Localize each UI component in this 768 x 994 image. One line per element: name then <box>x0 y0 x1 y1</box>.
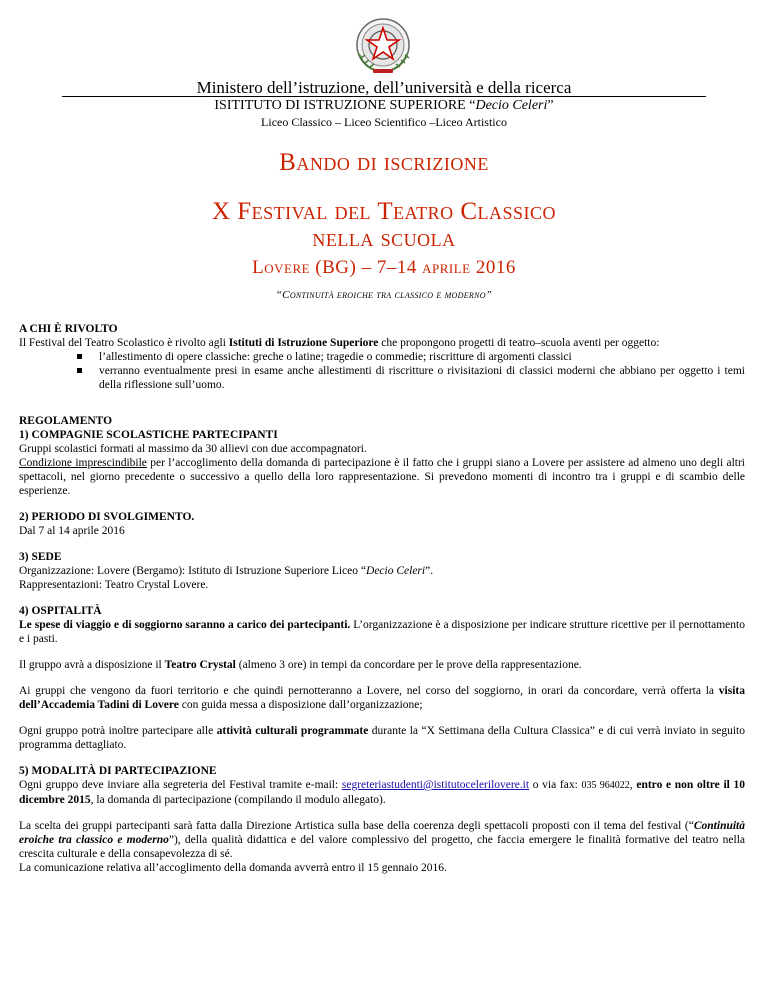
title-festival-line2: nella scuola <box>312 225 456 252</box>
italian-republic-emblem-icon <box>351 14 415 78</box>
title-bando: Bando di iscrizione <box>279 149 489 176</box>
ministry-name: Ministero dell’istruzione, dell’università e della ricerca <box>196 78 572 97</box>
paragraph-modalita-3: La comunicazione relativa all’accoglimento della domanda avverrà entro il 15 gennaio 2016. <box>19 862 447 874</box>
list-item: verranno eventualmente presi in esame anche allestimenti di riscritture o rivisitazioni di classici moderni che abbiano per oggetto i temi della riflessione sull’uomo. <box>85 364 745 392</box>
paragraph-sede-2: Rappresentazioni: Teatro Crystal Lovere. <box>19 579 209 591</box>
paragraph-ospitalita-3: Ai gruppi che vengono da fuori territorio e che quindi pernotteranno a Lovere, nel corso del soggiorno, in orari da concordare, verrà offerta la visita dell’Accademia Tadini di Lovere con guida messa a disposizione dall’organizzazione; <box>19 685 745 711</box>
document-body <box>19 322 745 875</box>
section-heading-chi: A CHI È RIVOLTO <box>19 323 118 335</box>
section-heading-sede: 3) SEDE <box>19 551 62 563</box>
title-place-date: Lovere (BG) – 7–14 aprile 2016 <box>252 257 516 278</box>
section-heading-modalita: 5) MODALITÀ DI PARTECIPAZIONE <box>19 765 217 777</box>
section-heading-periodo: 2) PERIODO DI SVOLGIMENTO. <box>19 511 195 523</box>
institute-name: ISITITUTO DI ISTRUZIONE SUPERIORE “Decio Celeri” <box>214 98 554 113</box>
paragraph-compagnie-2: Condizione imprescindibile per l’accoglimento della domanda di partecipazione è il fatto che i gruppi siano a Lovere per assistere ad almeno uno degli altri spettacoli, nel giorno precedente o successivo a quello della loro rappresentazione. Si prevedono momenti di incontro tra i gruppi e di scambio delle esperienze. <box>19 457 745 497</box>
email-link[interactable]: segreteriastudenti@istitutocelerilovere.it <box>341 779 530 791</box>
paragraph-ospitalita-2: Il gruppo avrà a disposizione il Teatro Crystal (almeno 3 ore) in tempi da concordare per le prove della rappresentazione. <box>19 659 582 671</box>
paragraph-periodo: Dal 7 al 14 aprile 2016 <box>19 525 125 537</box>
section-heading-regolamento: REGOLAMENTO <box>19 415 113 427</box>
paragraph-ospitalita-4: Ogni gruppo potrà inoltre partecipare alle attività culturali programmate durante la “X Settimana della Cultura Classica” e di cui verrà inviato in seguito programma dettagliato. <box>19 725 745 751</box>
title-festival-line1: X Festival del Teatro Classico <box>211 198 557 225</box>
paragraph-modalita-1: Ogni gruppo deve inviare alla segreteria del Festival tramite e-mail: segreteriastudenti@istitutocelerilovere.it o via fax: 035 964022, entro e non oltre il 10 dicembre 2015, la domanda di partecipazione (compilando il modulo allegato). <box>19 779 746 806</box>
paragraph-compagnie-1: Gruppi scolastici formati al massimo da 30 allievi con due accompagnatori. <box>19 443 367 455</box>
fax-number: 035 964022 <box>581 780 630 791</box>
list-item: l’allestimento di opere classiche: greche o latine; tragedie o commedie; riscritture di argomenti classici <box>85 350 745 364</box>
paragraph-sede-1: Organizzazione: Lovere (Bergamo): Istituto di Istruzione Superiore Liceo “Decio Celeri”. <box>19 565 434 577</box>
paragraph-chi: Il Festival del Teatro Scolastico è rivolto agli Istituti di Istruzione Superiore che propongono progetti di teatro–scuola aventi per oggetto: <box>19 337 660 349</box>
festival-motto: “Continuità eroiche tra classico e moderno” <box>275 289 493 301</box>
paragraph-ospitalita-1: Le spese di viaggio e di soggiorno saranno a carico dei partecipanti. L’organizzazione è a disposizione per indicare strutture ricettive per il pernottamento e i pasti. <box>19 619 745 645</box>
paragraph-modalita-2: La scelta dei gruppi partecipanti sarà fatta dalla Direzione Artistica sulla base della coerenza degli spettacoli proposti con il tema del festival (“Continuità eroiche tra classico e moderno”), della qualità didattica e del valore complessivo del progetto, che faccia emergere le finalità formative del teatro nella crescita culturale e della consapevolezza di sé. <box>19 820 745 860</box>
licei-list: Liceo Classico – Liceo Scientifico –Liceo Artistico <box>261 115 507 129</box>
chi-bullet-list <box>19 350 745 392</box>
section-heading-compagnie: 1) COMPAGNIE SCOLASTICHE PARTECIPANTI <box>19 429 278 441</box>
section-heading-ospitalita: 4) OSPITALITÀ <box>19 605 102 617</box>
